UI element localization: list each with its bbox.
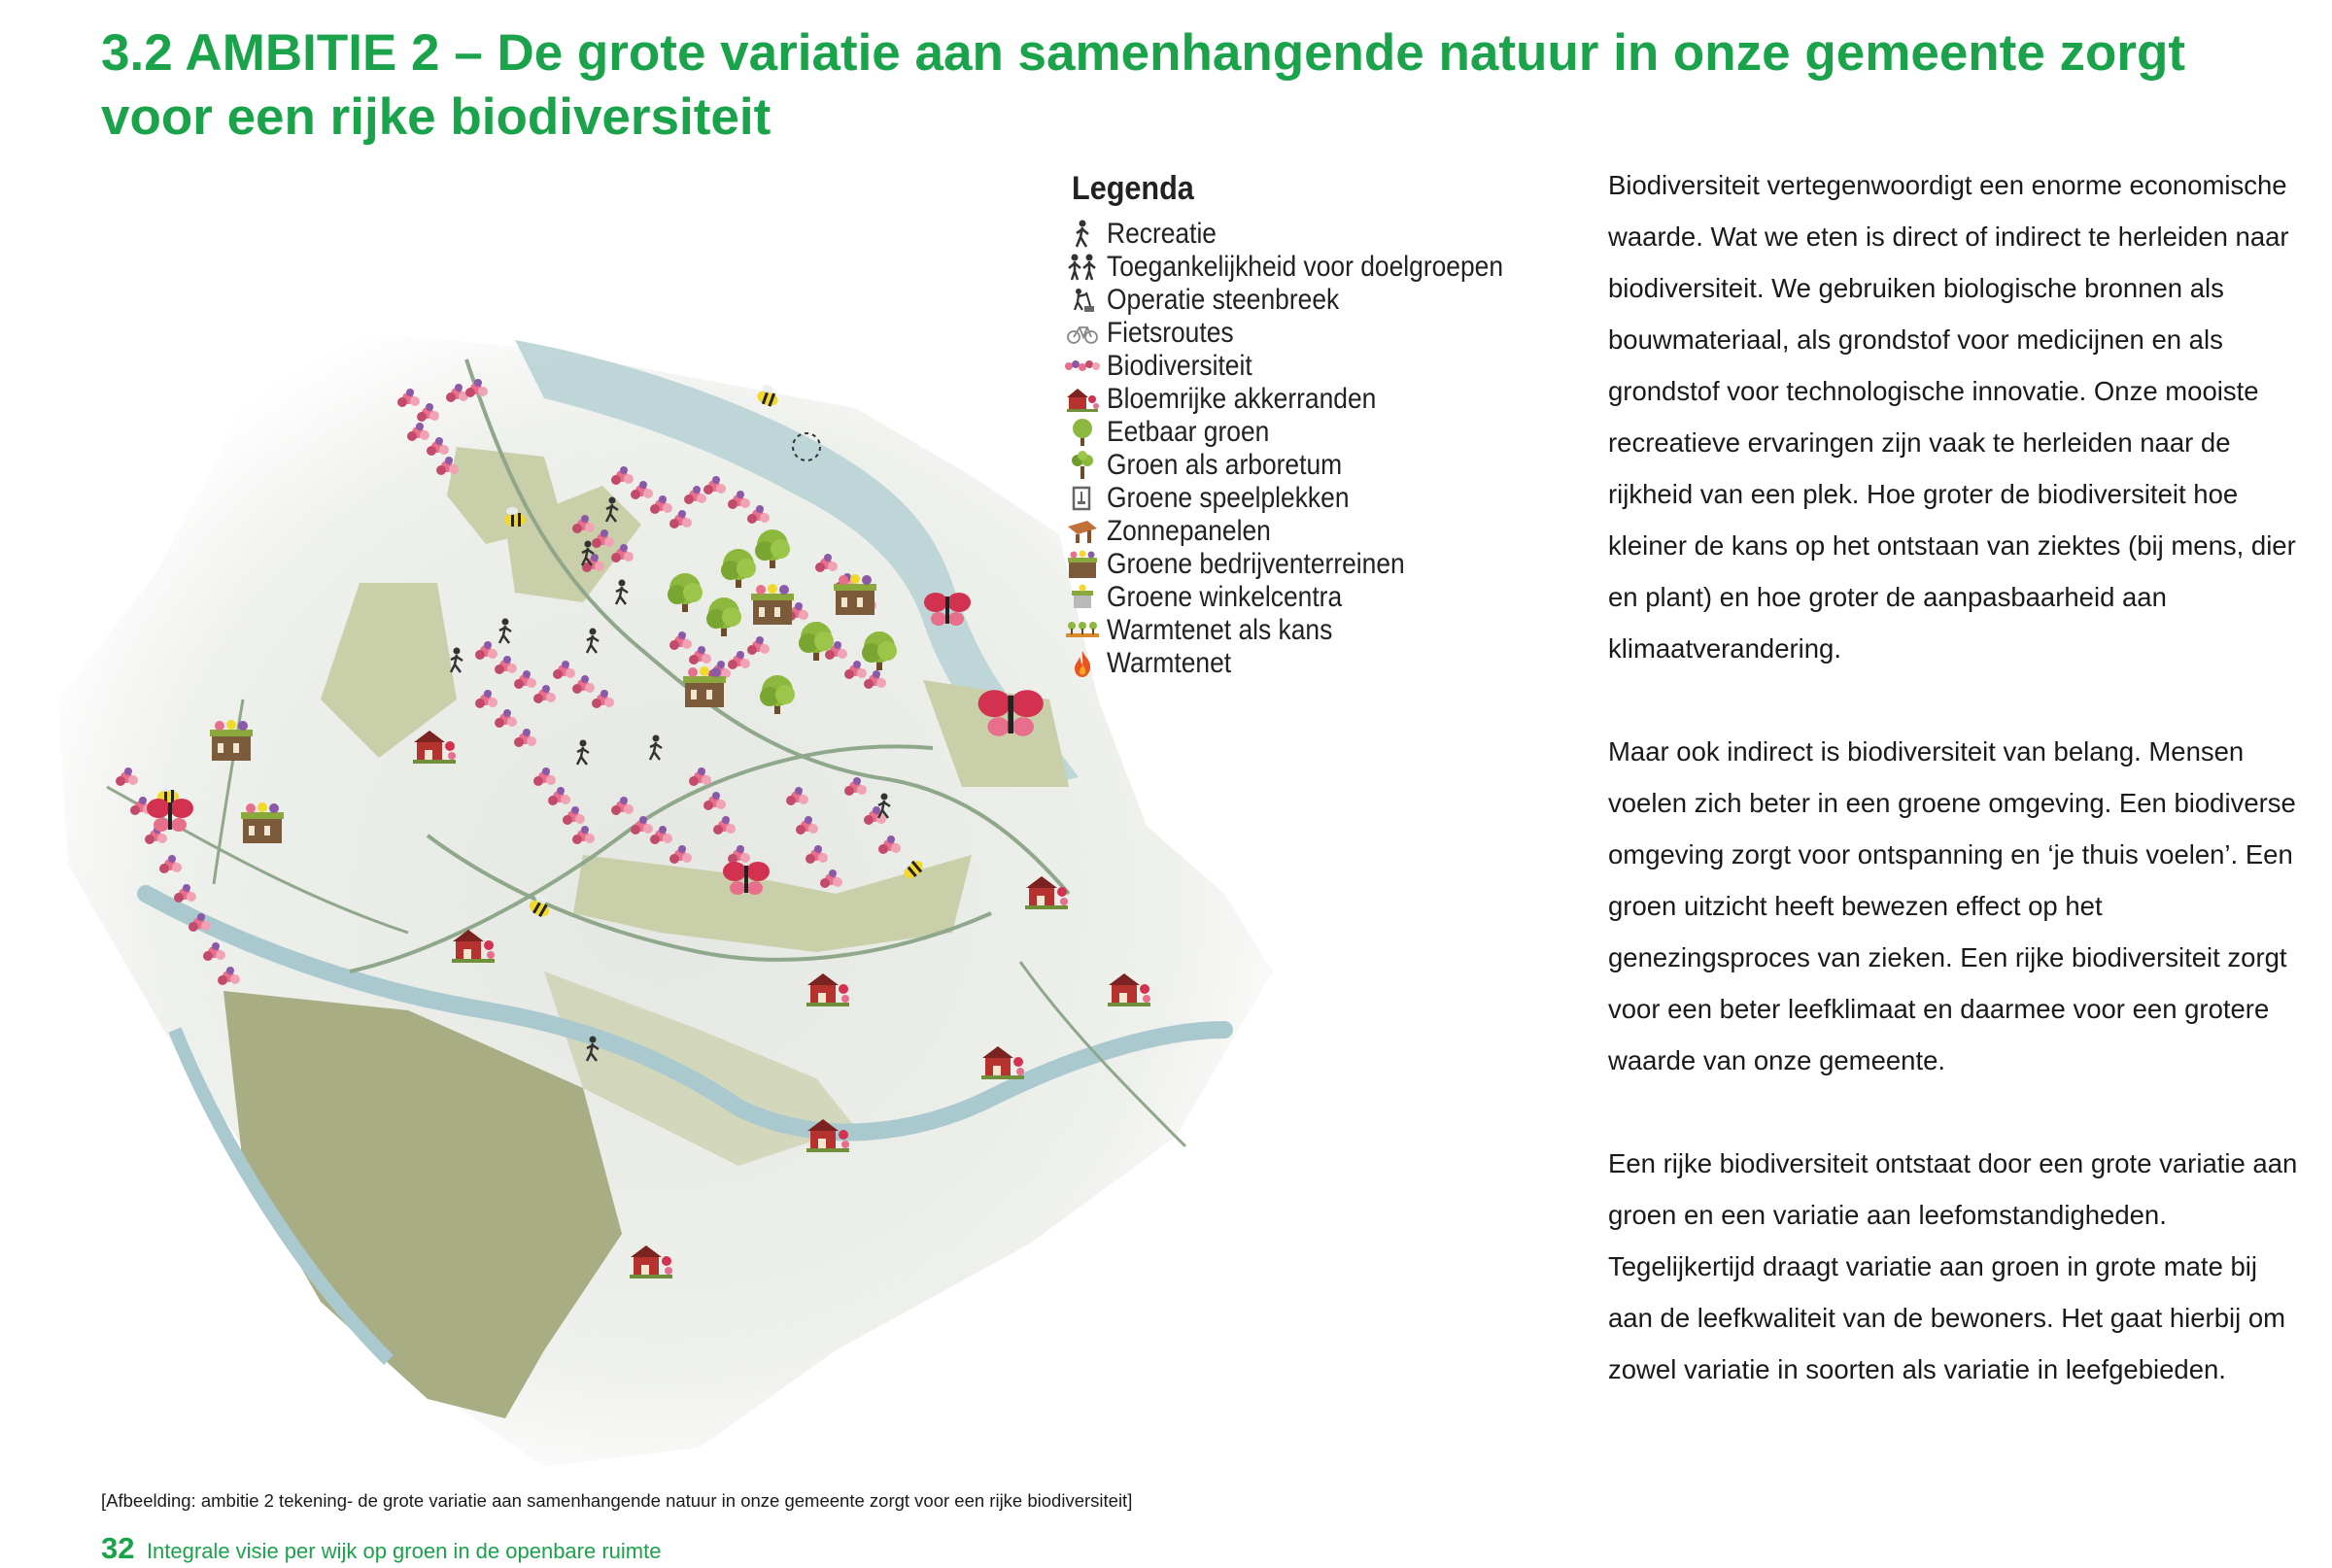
fruit-tree-icon [1064, 417, 1101, 448]
legend-label: Groen als arboretum [1107, 449, 1343, 481]
solar-panel-icon [1064, 516, 1101, 547]
legend-item-steenbreek [1064, 284, 1569, 317]
legend-item-warmtenet [1064, 647, 1569, 680]
body-text [1608, 159, 2308, 1447]
legend-item-bedrijventerreinen [1064, 548, 1569, 581]
farm-flowers-icon [1064, 384, 1101, 415]
legend-label: Toegankelijkheid voor doelgroepen [1107, 251, 1504, 283]
legend-label: Biodiversiteit [1107, 350, 1252, 382]
legend-label: Groene winkelcentra [1107, 581, 1343, 613]
legend-item-winkelcentra [1064, 581, 1569, 614]
legend-item-zonnepanelen [1064, 515, 1569, 548]
arboretum-tree-icon [1064, 450, 1101, 481]
playground-icon [1064, 483, 1101, 514]
green-business-icon [1064, 549, 1101, 580]
legend-label: Groene bedrijventerreinen [1107, 548, 1405, 580]
people-group-icon [1064, 252, 1101, 283]
footer-text: Integrale visie per wijk op groen in de openbare ruimte [146, 1539, 662, 1563]
legend-item-recreatie [1064, 218, 1569, 251]
legend-item-eetbaar-groen [1064, 416, 1569, 449]
page-footer [101, 1531, 661, 1566]
legend-label: Zonnepanelen [1107, 515, 1271, 547]
page-number: 32 [101, 1531, 135, 1565]
legend-item-biodiversiteit [1064, 350, 1569, 383]
legend-label: Operatie steenbreek [1107, 284, 1340, 316]
legend-label: Eetbaar groen [1107, 416, 1270, 448]
paragraph: Biodiversiteit vertegenwoordigt een enorme economische waarde. Wat we eten is direct of indirect te herleiden naar biodiversiteit. We gebruiken biologische bronnen als bouwmateriaal, als grondstof voor medicijnen en als grondstof voor technologische innovatie. Onze mooiste recreatieve ervaringen zijn vaak te herleiden naar de rijkheid van een plek. Hoe groter de biodiversiteit hoe kleiner de kans op het ontstaan van ziektes (bij mens, dier en plant) en hoe groter de aanpasbaarheid aan klimaatverandering. [1608, 170, 2296, 664]
paragraph: Een rijke biodiversiteit ontstaat door een grote variatie aan groen en een variatie aan leefomstandigheden. Tegelijkertijd draagt variatie aan groen in grote mate bij aan de leefkwaliteit van de bewoners. Het gaat hierbij om zowel variatie in soorten als variatie in leefgebieden. [1608, 1148, 2298, 1384]
legend-label: Groene speelplekken [1107, 482, 1350, 514]
legend-label: Warmtenet als kans [1107, 614, 1333, 646]
walking-person-icon [1064, 219, 1101, 250]
map-legend [1064, 170, 1569, 680]
breaking-stone-icon [1064, 285, 1101, 316]
bicycle-icon [1064, 318, 1101, 349]
legend-label: Bloemrijke akkerranden [1107, 383, 1377, 415]
legend-item-akkerranden [1064, 383, 1569, 416]
paragraph: Maar ook indirect is biodiversiteit van belang. Mensen voelen zich beter in een groene omgeving. Een biodiverse omgeving zorgt voor ontspanning en ‘je thuis voelen’. Een groen uitzicht heeft bewezen effect op het genezingsproces van zieken. Een rijke biodiversiteit zorgt voor een beter leefklimaat en daarmee voor een grotere waarde van onze gemeente. [1608, 736, 2296, 1075]
legend-item-toegankelijkheid [1064, 251, 1569, 284]
legend-item-fietsroutes [1064, 317, 1569, 350]
page-title: 3.2 AMBITIE 2 – De grote variatie aan samenhangende natuur in onze gemeente zorgt voor een rijke biodiversiteit [101, 24, 2186, 146]
legend-title: Legenda [1072, 170, 1194, 207]
legend-item-warmtenet-kans [1064, 614, 1569, 647]
legend-label: Warmtenet [1107, 647, 1232, 679]
figure-caption: [Afbeelding: ambitie 2 tekening- de grote variatie aan samenhangende natuur in onze gemeente zorgt voor een rijke biodiversiteit] [101, 1490, 1133, 1511]
legend-item-arboretum [1064, 449, 1569, 482]
legend-label: Fietsroutes [1107, 317, 1234, 349]
flame-icon [1064, 648, 1101, 679]
green-shopping-icon [1064, 582, 1101, 613]
heat-network-chance-icon [1064, 615, 1101, 646]
legend-label: Recreatie [1107, 218, 1217, 250]
flower-strip-icon [1064, 351, 1101, 382]
legend-item-speelplekken [1064, 482, 1569, 515]
